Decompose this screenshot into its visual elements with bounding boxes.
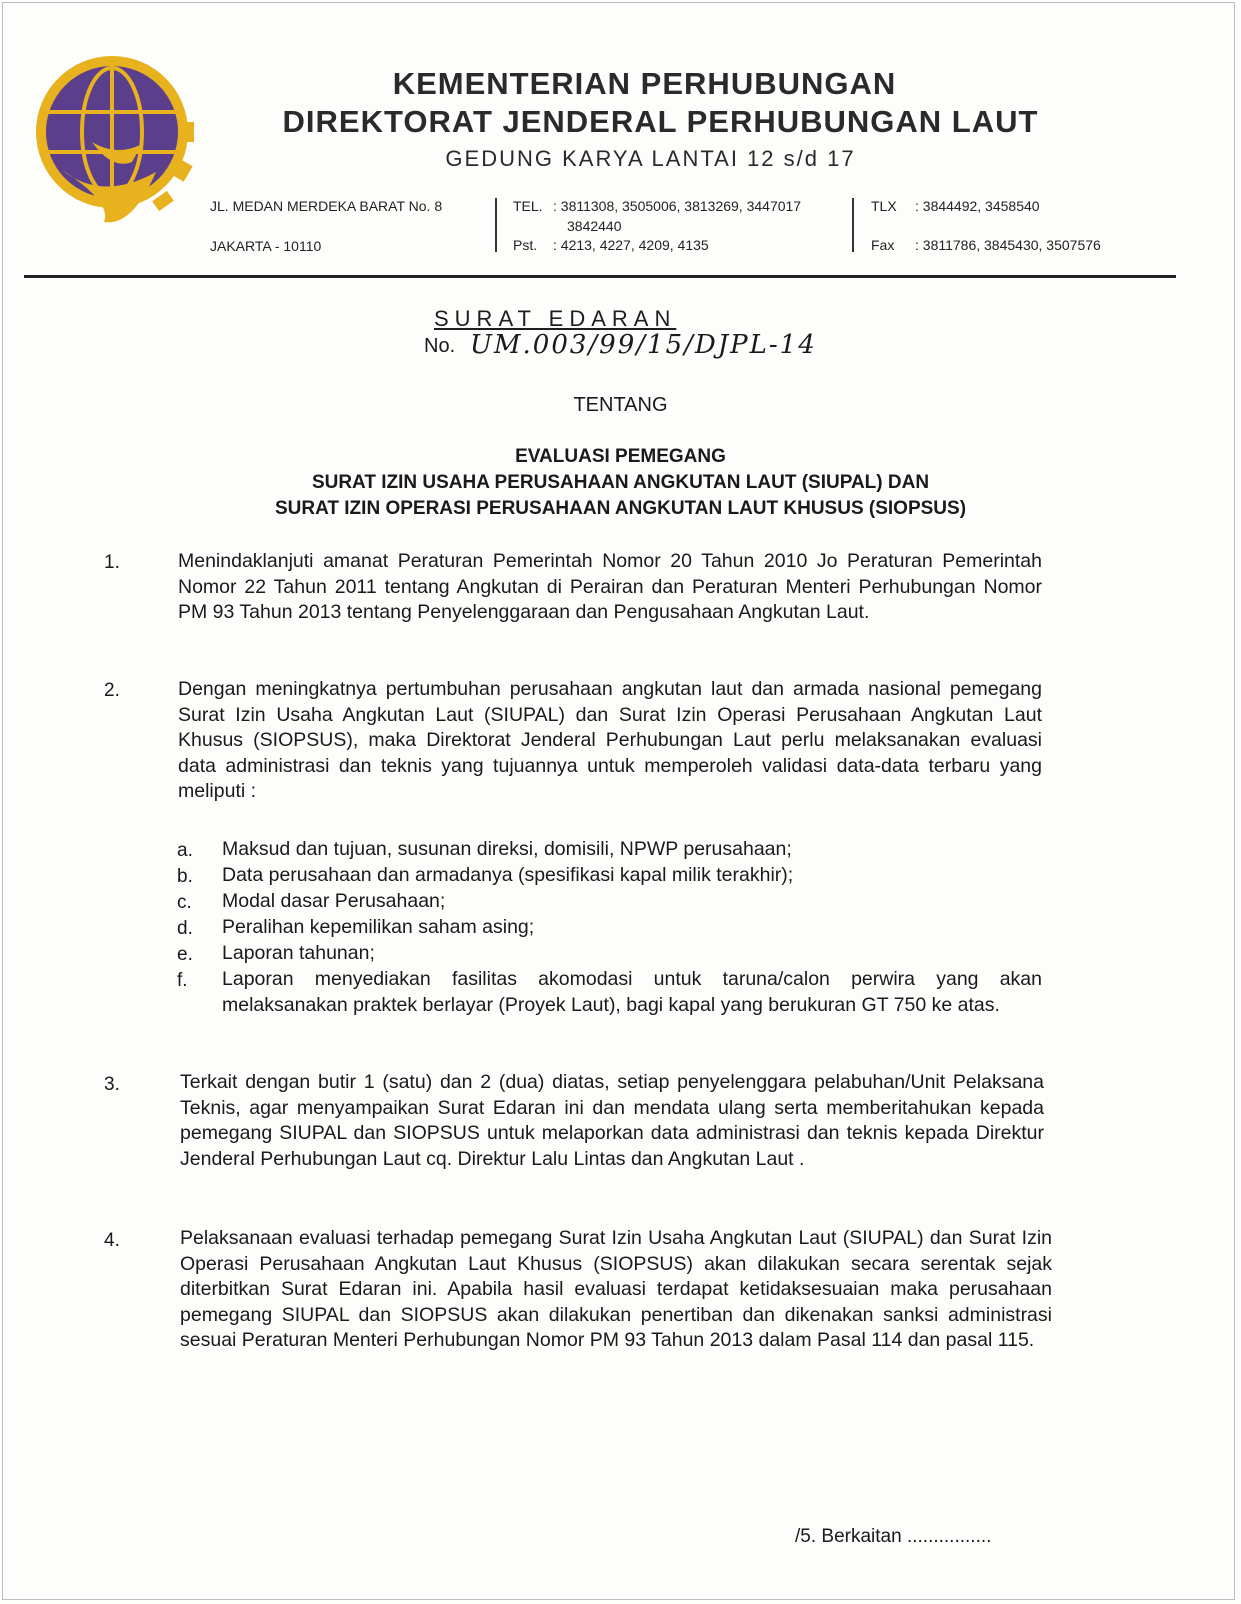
list-item: Laporan tahunan;: [222, 942, 375, 964]
list-item-letter: a.: [177, 840, 193, 861]
list-item: Laporan menyediakan fasilitas akomodasi untuk taruna/calon perwira yang akan melaksanakan praktek berlayar (Proyek Laut), bagi kapal yang berukuran GT 750 ke atas.: [222, 968, 1042, 1016]
list-item-letter: f.: [177, 970, 188, 991]
address-line-2: JAKARTA - 10110: [210, 238, 322, 254]
list-item-letter: b.: [177, 866, 193, 887]
paragraph-2: Dengan meningkatnya pertumbuhan perusahaan angkutan laut dan armada nasional pemegang Surat Izin Usaha Angkutan Laut (SIUPAL) dan Surat Izin Operasi Perusahaan Angkutan Laut Khusus (SIOPSUS), maka Direktorat Jenderal Perhubungan Laut perlu melaksanakan evaluasi data administrasi dan teknis yang tujuannya untuk memperoleh validasi data-data terbaru yang meliputi :: [178, 678, 1042, 802]
directorate-name: DIREKTORAT JENDERAL PERHUBUNGAN LAUT: [282, 104, 1039, 139]
tel-label: TEL.: [513, 198, 543, 214]
list-item-letter: d.: [177, 918, 193, 939]
continuation-note: /5. Berkaitan ................: [795, 1526, 992, 1547]
header-rule: [24, 275, 1176, 278]
paragraph-1-number: 1.: [104, 552, 120, 573]
letter-number: UM.003/99/15/DJPL-14: [470, 330, 817, 360]
paragraph-4-number: 4.: [104, 1230, 120, 1251]
subject-line-2: SURAT IZIN USAHA PERUSAHAAN ANGKUTAN LAUT (SIUPAL) DAN: [311, 472, 930, 493]
paragraph-3: Terkait dengan butir 1 (satu) dan 2 (dua) diatas, setiap penyelenggara pelabuhan/Unit Pelaksana Teknis, agar menyampaikan Surat Edaran ini dan mendata ulang serta memberitahukan kepada pemegang SIUPAL dan SIOPSUS untuk melaporkan data administrasi dan teknis kepada Direktur Jenderal Perhubungan Laut cq. Direktur Lalu Lintas dan Angkutan Laut .: [180, 1071, 1044, 1170]
paragraph-2-number: 2.: [104, 680, 120, 701]
tel-value-2: 3842440: [567, 218, 622, 234]
building-name: GEDUNG KARYA LANTAI 12 s/d 17: [445, 146, 856, 171]
tel-value: : 3811308, 3505006, 3813269, 3447017: [553, 198, 802, 214]
list-item: Maksud dan tujuan, susunan direksi, domisili, NPWP perusahaan;: [222, 838, 792, 860]
list-item-letter: c.: [177, 892, 192, 913]
address-line-1: JL. MEDAN MERDEKA BARAT No. 8: [210, 198, 443, 214]
list-item: Data perusahaan dan armadanya (spesifikasi kapal milik terakhir);: [222, 864, 794, 886]
ministry-name: KEMENTERIAN PERHUBUNGAN: [392, 66, 897, 101]
list-item: Peralihan kepemilikan saham asing;: [222, 916, 535, 938]
divider: [852, 198, 854, 252]
pst-value: : 4213, 4227, 4209, 4135: [553, 237, 709, 253]
tlx-value: : 3844492, 3458540: [915, 198, 1040, 214]
subject-line-3: SURAT IZIN OPERASI PERUSAHAAN ANGKUTAN LAUT KHUSUS (SIOPSUS): [274, 498, 967, 519]
list-item: Modal dasar Perusahaan;: [222, 890, 446, 912]
letter-type: SURAT EDARAN: [434, 306, 677, 331]
fax-label: Fax: [871, 237, 895, 253]
list-item-letter: e.: [177, 944, 193, 965]
divider: [495, 198, 497, 252]
tlx-label: TLX: [871, 198, 897, 214]
paragraph-4: Pelaksanaan evaluasi terhadap pemegang Surat Izin Usaha Angkutan Laut (SIUPAL) dan Surat Izin Operasi Perusahaan Angkutan Laut Khusus (SIOPSUS) akan dilakukan secara serentak sejak diterbitkan Surat Edaran ini. Apabila hasil evaluasi terdapat ketidaksesuaian maka perusahaan pemegang SIUPAL dan SIOPSUS akan dilakukan penertiban dan dikenakan sanksi administrasi sesuai Peraturan Menteri Perhubungan Nomor PM 93 Tahun 2013 dalam Pasal 114 dan pasal 115.: [180, 1227, 1052, 1351]
fax-value: : 3811786, 3845430, 3507576: [915, 237, 1101, 253]
tentang-heading: TENTANG: [573, 394, 668, 416]
letter-number-label: No.: [424, 335, 456, 357]
pst-label: Pst.: [513, 237, 538, 253]
paragraph-3-number: 3.: [104, 1074, 120, 1095]
subject-line-1: EVALUASI PEMEGANG: [515, 446, 726, 467]
paragraph-1: Menindaklanjuti amanat Peraturan Pemerintah Nomor 20 Tahun 2010 Jo Peraturan Pemerintah Nomor 22 Tahun 2011 tentang Angkutan di Perairan dan Peraturan Menteri Perhubungan Nomor PM 93 Tahun 2013 tentang Penyelenggaraan dan Pengusahaan Angkutan Laut.: [178, 550, 1042, 623]
